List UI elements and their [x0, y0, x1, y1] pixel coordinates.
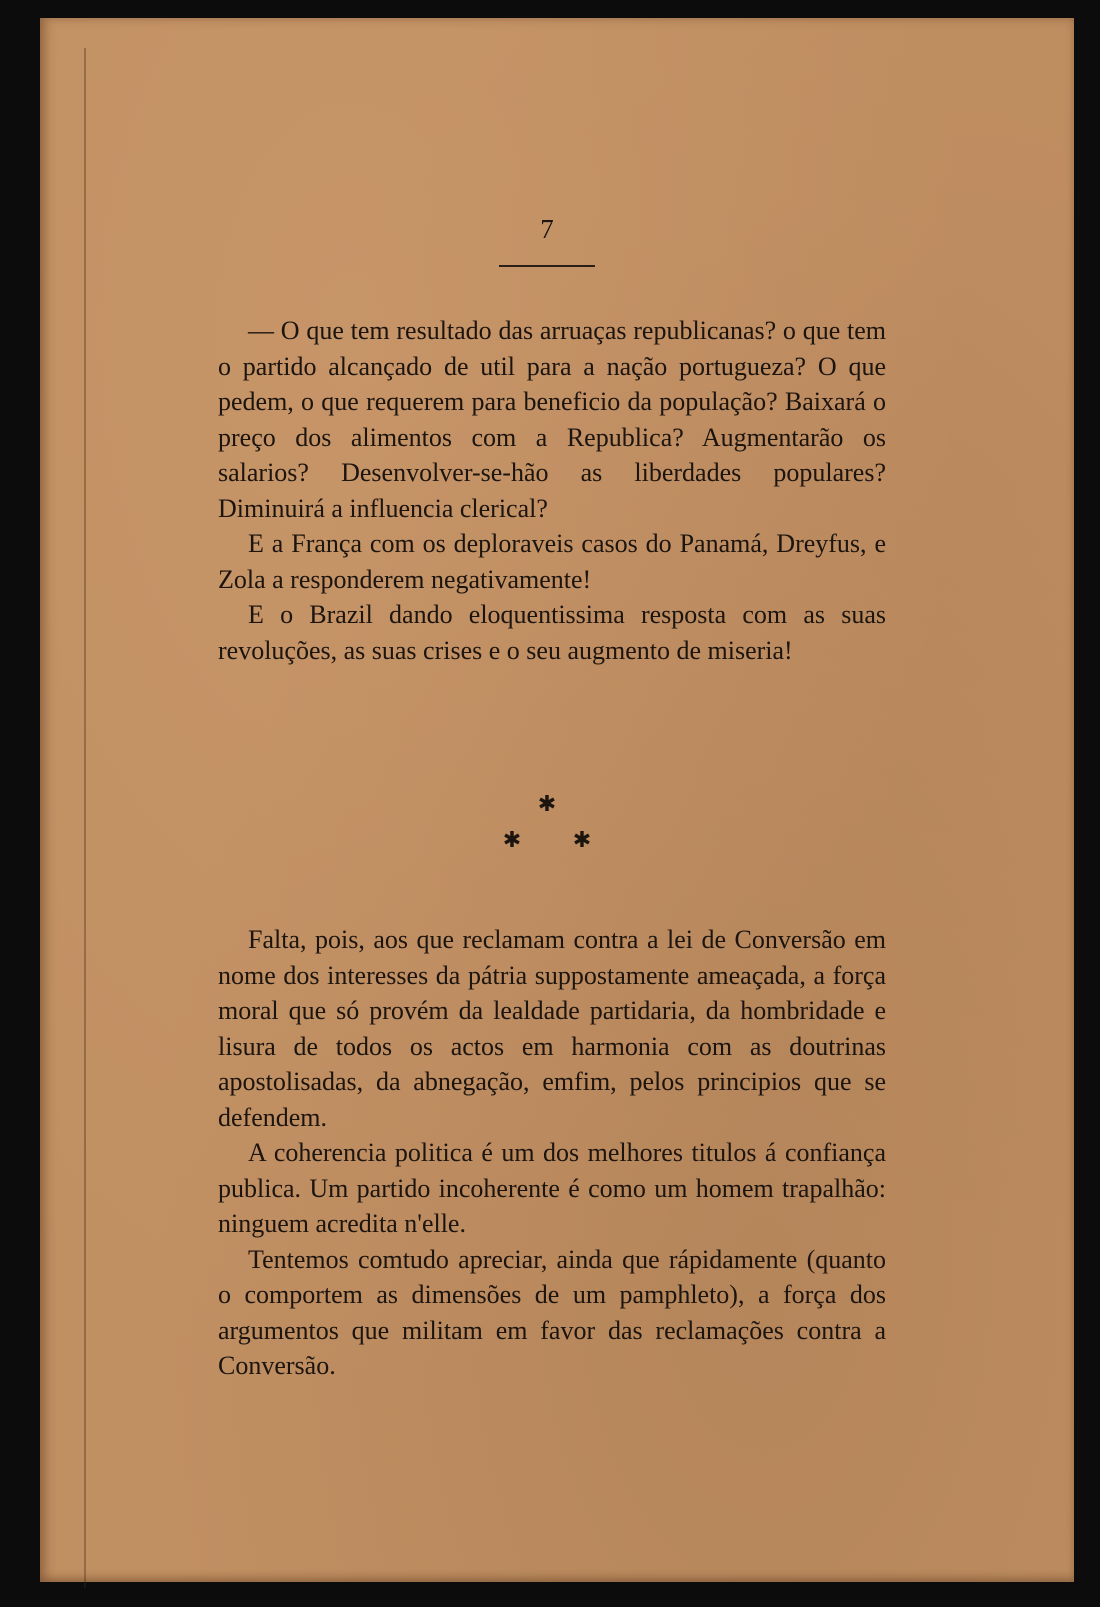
paragraph: E a França com os deploraveis casos do Panamá, Dreyfus, e Zola a responderem negativamente!	[218, 529, 886, 594]
asterism-top	[40, 792, 1054, 817]
book-page	[40, 18, 1074, 1582]
asterism-bottom	[40, 828, 1054, 853]
asterisk-icon: ✱	[572, 828, 592, 853]
paragraph: E o Brazil dando eloquentissima resposta com as suas revoluções, as suas crises e o seu augmento de miseria!	[218, 600, 886, 665]
page-number: 7	[540, 214, 554, 244]
binding-edge	[84, 48, 86, 1588]
paragraph: Falta, pois, aos que reclamam contra a lei de Conversão em nome dos interesses da pátria suppostamente ameaçada, a força moral que só provém da lealdade partidaria, da hombridade e lisura de todos os actos em harmonia com as doutrinas apostolisadas, da abnegação, emfim, pelos principios que se defendem.	[218, 925, 886, 1132]
asterisk-icon: ✱	[537, 792, 557, 817]
text-section-2	[218, 922, 886, 1384]
asterisk-icon: ✱	[502, 828, 522, 853]
paragraph: Tentemos comtudo apreciar, ainda que rápidamente (quanto o comportem as dimensões de um pamphleto), a força dos argumentos que militam em favor das reclamações contra a Conversão.	[218, 1244, 886, 1380]
paragraph: — O que tem resultado das arruaças republicanas? o que tem o partido alcançado de util para a nação portugueza? O que pedem, o que requerem para beneficio da população? Baixará o preço dos alimentos com a Republica? Augmentarão os salarios? Desenvolver-se-hão as liberdades populares? Diminuirá a influencia clerical?	[218, 316, 886, 523]
page-number-rule	[499, 265, 595, 267]
paragraph: A coherencia politica é um dos melhores titulos á confiança publica. Um partido incoherente é como um homem trapalhão: ninguem acredita n'elle.	[218, 1138, 886, 1238]
text-section-1	[218, 313, 886, 668]
